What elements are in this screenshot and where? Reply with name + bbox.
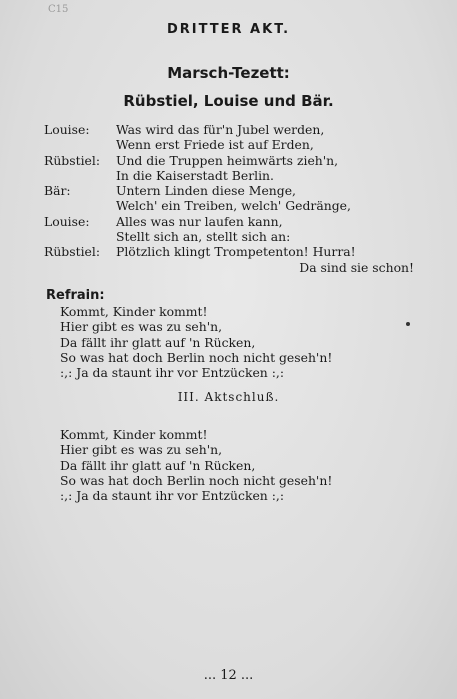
ink-spot <box>406 322 410 326</box>
verse-line: :,: Ja da staunt ihr vor Entzücken :,: <box>60 488 285 504</box>
verse-line: So was hat doch Berlin noch nicht geseh'n! <box>60 472 333 488</box>
dialogue-entry <box>44 153 414 184</box>
speech-lines <box>116 244 414 275</box>
dialogue-entry <box>44 183 414 214</box>
speaker-name: Louise: <box>44 213 90 229</box>
verse-line: Kommt, Kinder kommt! <box>60 304 208 319</box>
speaker-name: Louise: <box>44 122 90 137</box>
verse-line: :,: Ja da staunt ihr vor Entzücken :,: <box>60 365 285 381</box>
speech-line: Stellt sich an, stellt sich an: <box>116 229 291 245</box>
page-number: ... 12 ... <box>203 668 254 683</box>
speaker-name: Rübstiel: <box>44 152 101 168</box>
song-title: Marsch-Tezett: <box>167 64 290 82</box>
verse-line: Da fällt ihr glatt auf 'n Rücken, <box>60 334 256 350</box>
speech-line: Untern Linden diese Menge, <box>116 183 296 199</box>
refrain-verse <box>60 304 420 380</box>
verse-line: Kommt, Kinder kommt! <box>60 427 208 442</box>
speech-lines <box>116 214 414 245</box>
speaker-name: Rübstiel: <box>44 244 101 260</box>
speech-line: Alles was nur laufen kann, <box>116 213 283 229</box>
speech-line: Plötzlich klingt Trompetenton! Hurra! <box>116 244 356 260</box>
speech-line: Was wird das für'n Jubel werden, <box>116 122 325 137</box>
speech-line-right: Da sind sie schon! <box>299 259 414 275</box>
verse-line: Da fällt ihr glatt auf 'n Rücken, <box>60 457 256 473</box>
dialogue-entry <box>44 214 414 245</box>
dialogue-entry <box>44 122 414 153</box>
speech-line: Welch' ein Treiben, welch' Gedränge, <box>116 198 351 214</box>
act-header: DRITTER AKT. <box>166 22 291 37</box>
speech-lines <box>116 122 414 153</box>
speech-line: Wenn erst Friede ist auf Erden, <box>116 137 314 153</box>
speech-lines <box>116 183 414 214</box>
closing-refrain-verse <box>60 427 420 503</box>
dialogue-entry <box>44 244 414 275</box>
speech-lines <box>116 153 414 184</box>
verse-line: Hier gibt es was zu seh'n, <box>60 319 223 335</box>
act-end-heading: III. Aktschluß. <box>177 390 280 404</box>
verse-line: So was hat doch Berlin noch nicht geseh'n! <box>60 349 333 365</box>
speech-line: In die Kaiserstadt Berlin. <box>116 167 274 183</box>
dialogue-block <box>44 122 414 275</box>
speech-line: Und die Truppen heimwärts zieh'n, <box>116 152 339 168</box>
verse-line: Hier gibt es was zu seh'n, <box>60 442 223 458</box>
speaker-name: Bär: <box>44 183 71 199</box>
refrain-label: Refrain: <box>46 288 105 303</box>
song-performers: Rübstiel, Louise und Bär. <box>123 92 334 110</box>
pencil-scribble: C15 <box>48 4 69 15</box>
